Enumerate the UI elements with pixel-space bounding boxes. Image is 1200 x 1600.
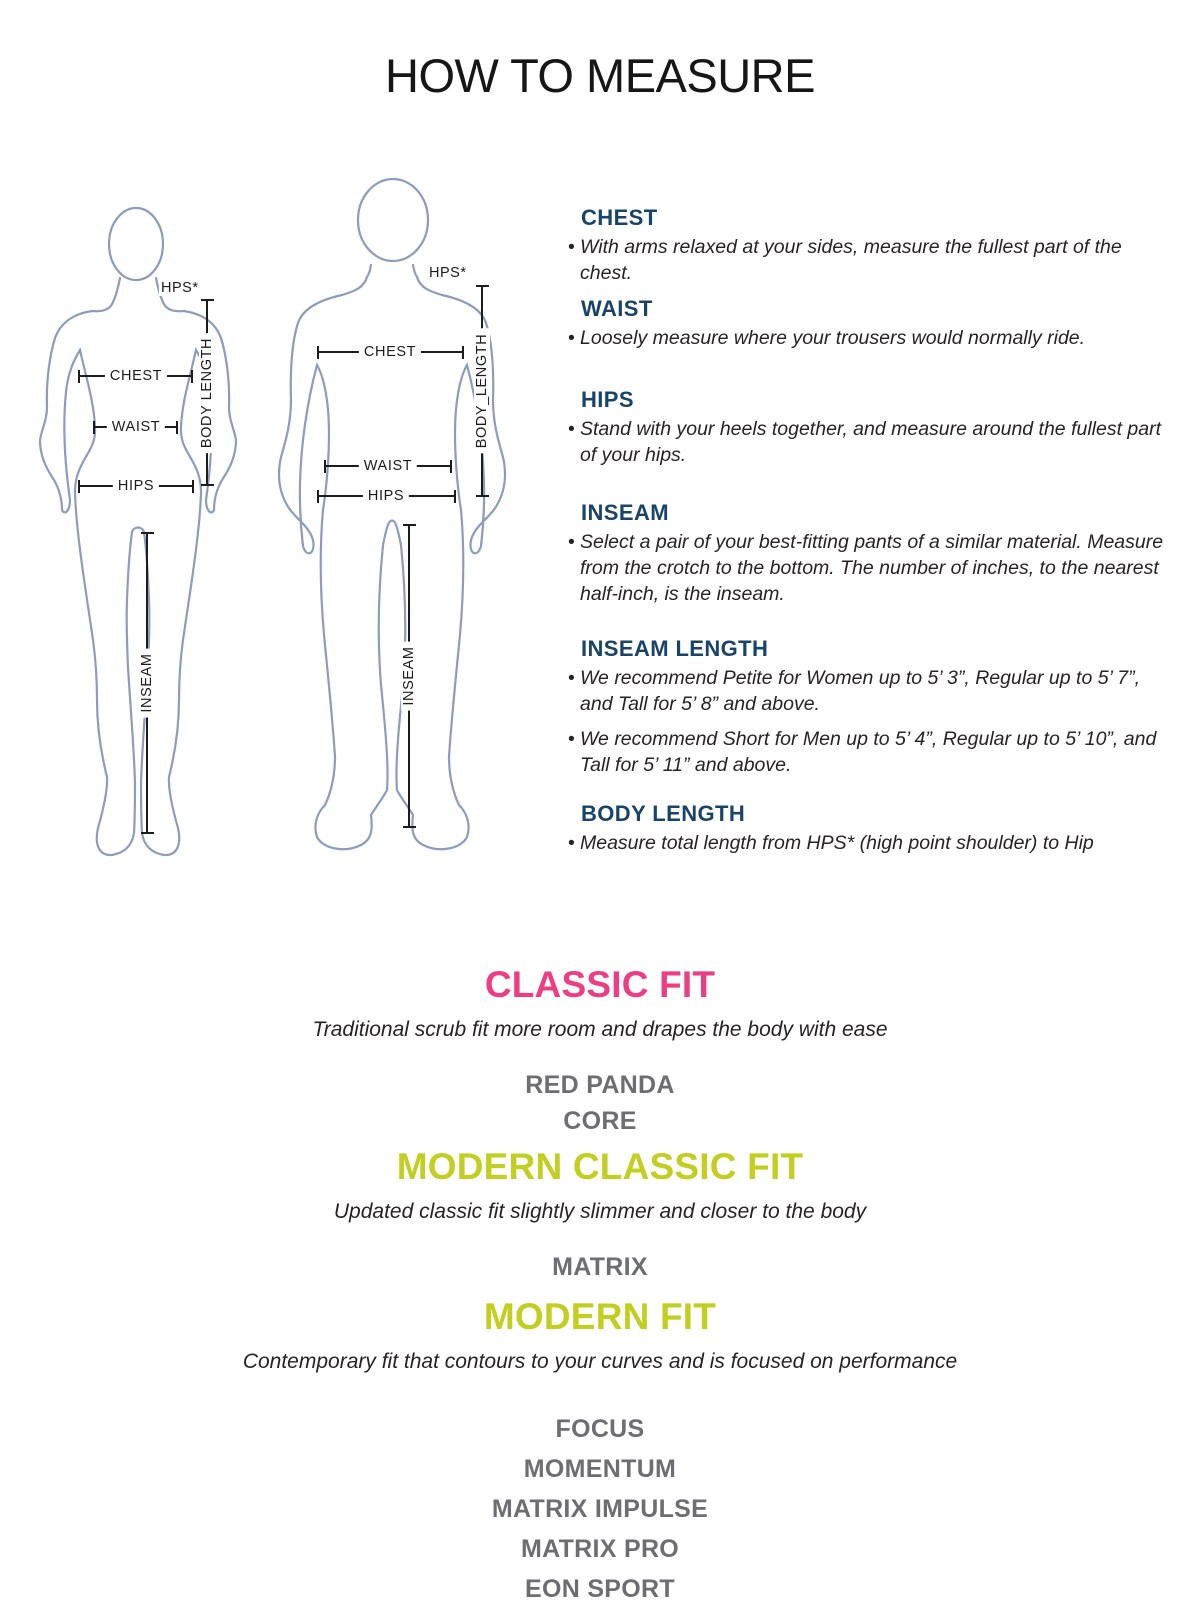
section-body-length-bullets xyxy=(555,830,1170,856)
brand-item: MOMENTUM xyxy=(523,1455,677,1483)
bullet-item: • With arms relaxed at your sides, measure the fullest part of the chest. xyxy=(555,234,1170,286)
fit-section-modern xyxy=(0,1295,1200,1600)
female-hps-label: HPS* xyxy=(161,280,199,296)
section-hips xyxy=(555,387,1170,468)
fit-modern-classic-brands xyxy=(0,1249,1200,1285)
brand-item: FOCUS xyxy=(555,1415,645,1443)
section-chest-bullets xyxy=(555,234,1170,286)
female-figure-outline xyxy=(10,192,266,898)
page-title: HOW TO MEASURE xyxy=(385,49,815,102)
bullet-item: • Loosely measure where your trousers would normally ride. xyxy=(555,325,1170,351)
fit-section-modern-classic xyxy=(0,1145,1200,1285)
brand-item: MATRIX PRO xyxy=(520,1535,680,1563)
bullet-item: • Measure total length from HPS* (high point shoulder) to Hip xyxy=(555,830,1170,856)
fit-modern-brands xyxy=(0,1409,1200,1600)
section-waist xyxy=(555,296,1170,351)
brand-item: CORE xyxy=(563,1107,637,1135)
section-inseam-length-bullets xyxy=(555,665,1170,778)
section-hips-heading: HIPS xyxy=(581,387,634,412)
section-inseam-length-heading: INSEAM LENGTH xyxy=(581,636,769,661)
bullet-item: • Stand with your heels together, and measure around the fullest part of your hips. xyxy=(555,416,1170,468)
brand-item: MATRIX IMPULSE xyxy=(491,1495,709,1523)
section-hips-bullets xyxy=(555,416,1170,468)
male-figure-outline xyxy=(265,165,535,890)
section-chest xyxy=(555,205,1170,286)
female-body-length-label: BODY LENGTH xyxy=(199,333,215,453)
male-hips-label: HIPS xyxy=(363,488,409,504)
male-waist-label: WAIST xyxy=(359,458,417,474)
fit-modern-description: Contemporary fit that contours to your curves and is focused on performance xyxy=(242,1350,958,1373)
female-hips-label: HIPS xyxy=(113,478,159,494)
male-chest-label: CHEST xyxy=(359,344,421,360)
bullet-item: • We recommend Petite for Women up to 5’ 3”, Regular up to 5’ 7”, and Tall for 5’ 8” and above. xyxy=(555,665,1170,717)
section-body-length xyxy=(555,801,1170,856)
brand-item: RED PANDA xyxy=(525,1071,675,1099)
brand-item: EON SPORT xyxy=(525,1575,675,1600)
section-inseam-bullets xyxy=(555,529,1170,607)
fit-classic-description: Traditional scrub fit more room and drapes the body with ease xyxy=(312,1018,888,1041)
section-waist-bullets xyxy=(555,325,1170,351)
fit-classic-brands xyxy=(0,1067,1200,1139)
female-waist-label: WAIST xyxy=(107,419,165,435)
bullet-item: • Select a pair of your best-fitting pants of a similar material. Measure from the crotch to the bottom. The number of inches, to the nearest half-inch, is the inseam. xyxy=(555,529,1170,607)
fit-modern-classic-title: MODERN CLASSIC FIT xyxy=(396,1146,804,1187)
male-body-length-label: BODY_LENGTH xyxy=(474,329,490,454)
fit-modern-classic-description: Updated classic fit slightly slimmer and closer to the body xyxy=(333,1200,867,1223)
fit-section-classic xyxy=(0,963,1200,1139)
bullet-item: • We recommend Short for Men up to 5’ 4”, Regular up to 5’ 10”, and Tall for 5’ 11” and above. xyxy=(555,726,1170,778)
female-inseam-label: INSEAM xyxy=(139,648,155,717)
section-inseam-heading: INSEAM xyxy=(581,500,669,525)
male-inseam-label: INSEAM xyxy=(401,641,417,710)
section-waist-heading: WAIST xyxy=(581,296,653,321)
female-chest-label: CHEST xyxy=(105,368,167,384)
fit-classic-title: CLASSIC FIT xyxy=(484,964,716,1005)
brand-item: MATRIX xyxy=(552,1253,648,1281)
section-inseam-length xyxy=(555,636,1170,778)
section-inseam xyxy=(555,500,1170,607)
male-hps-label: HPS* xyxy=(429,265,467,281)
fit-modern-title: MODERN FIT xyxy=(483,1296,717,1337)
section-body-length-heading: BODY LENGTH xyxy=(581,801,746,826)
section-chest-heading: CHEST xyxy=(581,205,658,230)
